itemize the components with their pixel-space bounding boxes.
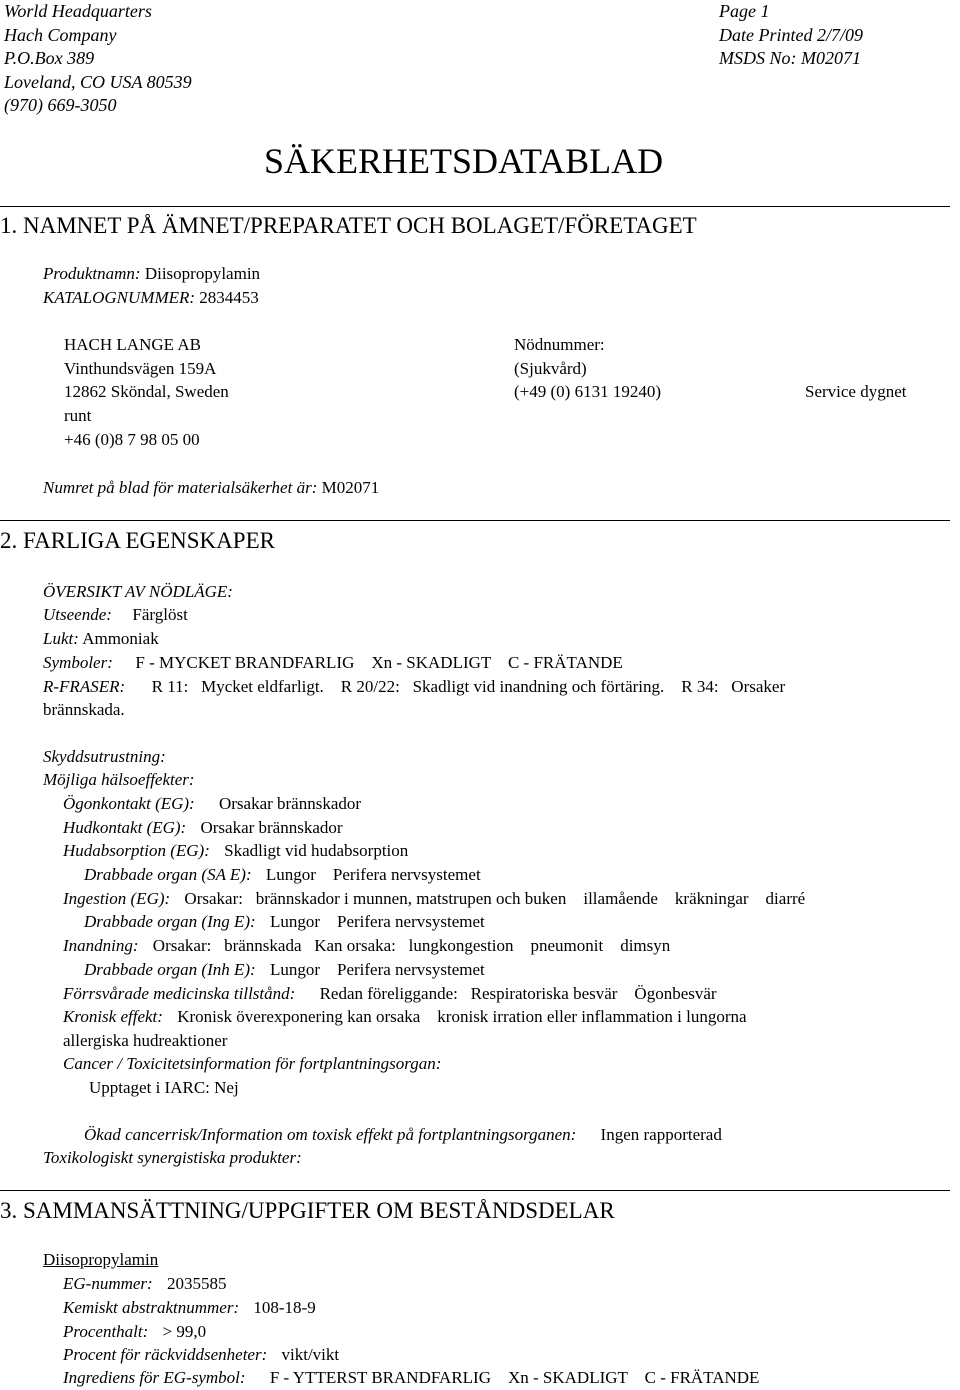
target-organs-ing-line	[84, 910, 485, 934]
synergistic-products-label: Toxikologiskt synergistiska produkter:	[43, 1148, 302, 1167]
product-name-line	[43, 262, 260, 286]
increased-cancer-risk-value: Ingen rapporterad	[600, 1125, 722, 1144]
cas-number-label: Kemiskt abstraktnummer:	[63, 1298, 240, 1317]
symbols-value: F - MYCKET BRANDFARLIG Xn - SKADLIGT C - FRÄTANDE	[135, 653, 623, 672]
increased-cancer-risk-label: Ökad cancerrisk/Information om toxisk effekt på fortplantningsorganen:	[84, 1125, 577, 1144]
percent-content-value: > 99,0	[162, 1322, 207, 1341]
address-line: Hach Company	[4, 24, 117, 45]
target-organs-inh-line	[84, 958, 485, 982]
service-text: Service dygnet	[805, 382, 907, 401]
percent-content-label: Procenthalt:	[63, 1322, 149, 1341]
document-title: SÄKERHETSDATABLAD	[264, 141, 664, 181]
aggravated-conditions-value: Redan föreliggande: Respiratoriska besvär Ögonbesvär	[319, 984, 717, 1003]
company-block	[64, 333, 229, 404]
aggravated-conditions-label: Förrsvårade medicinska tillstånd:	[63, 984, 296, 1003]
ec-number-line	[63, 1272, 226, 1296]
emergency-line: (+49 (0) 6131 19240)	[514, 382, 661, 401]
appearance-line	[43, 603, 188, 627]
emergency-line: Nödnummer:	[514, 335, 605, 354]
chronic-effect-label: Kronisk effekt:	[63, 1007, 163, 1026]
iarc-status: Upptaget i IARC: Nej	[89, 1078, 239, 1097]
msds-number-line	[43, 476, 379, 500]
msds-number-value: M02071	[317, 478, 380, 497]
r-phrases-value: R 11: Mycket eldfarligt. R 20/22: Skadligt vid inandning och förtäring. R 34: Orsaker	[151, 677, 786, 696]
ec-symbol-label: Ingrediens för EG-symbol:	[63, 1368, 246, 1387]
company-line: 12862 Sköndal, Sweden	[64, 382, 229, 401]
component-name: Diisopropylamin	[43, 1250, 159, 1269]
target-organs-ing-label: Drabbade organ (Ing E):	[84, 912, 256, 931]
percent-unit-value: vikt/vikt	[281, 1345, 340, 1364]
emergency-overview-label: ÖVERSIKT AV NÖDLÄGE:	[43, 582, 233, 601]
eye-contact-value: Orsakar brännskador	[218, 794, 362, 813]
target-organs-sa-line	[84, 863, 481, 887]
aggravated-conditions-line	[63, 982, 717, 1006]
r-phrases-label: R-FRASER:	[43, 677, 126, 696]
catalog-number-label: KATALOGNUMMER:	[43, 288, 196, 307]
skin-absorption-label: Hudabsorption (EG):	[63, 841, 210, 860]
section-3-heading: 3. SAMMANSÄTTNING/UPPGIFTER OM BESTÅNDSDELAR	[0, 1198, 615, 1223]
r-phrases-line	[43, 675, 785, 699]
page-info	[719, 0, 863, 71]
page-number: Page 1	[719, 1, 770, 21]
skin-absorption-value: Skadligt vid hudabsorption	[224, 841, 409, 860]
odor-value: Ammoniak	[78, 629, 159, 648]
address-line: P.O.Box 389	[4, 48, 95, 68]
service-text-cont: runt	[64, 406, 92, 425]
emergency-line: (Sjukvård)	[514, 358, 587, 378]
appearance-value: Färglöst	[132, 605, 188, 624]
skin-contact-line	[63, 816, 343, 840]
percent-unit-line	[63, 1343, 339, 1367]
target-organs-ing-value: Lungor Perifera nervsystemet	[269, 912, 485, 931]
address-line: (970) 669-3050	[4, 95, 117, 115]
msds-number-label: Numret på blad för materialsäkerhet är:	[43, 478, 318, 497]
catalog-number-value: 2834453	[195, 288, 259, 307]
r-phrases-cont: brännskada.	[43, 700, 125, 719]
catalog-number-line	[43, 286, 259, 310]
product-name-value: Diisopropylamin	[140, 264, 261, 283]
company-line: Vinthundsvägen 159A	[64, 358, 217, 378]
inhalation-value: Orsakar: brännskada Kan orsaka: lungkongestion pneumonit dimsyn	[152, 936, 671, 955]
odor-label: Lukt:	[43, 629, 79, 648]
symbols-label: Symboler:	[43, 653, 113, 672]
skin-contact-value: Orsakar brännskador	[200, 818, 343, 837]
inhalation-label: Inandning:	[63, 936, 139, 955]
date-printed: Date Printed 2/7/09	[719, 24, 863, 45]
symbols-line	[43, 651, 623, 675]
eye-contact-line	[63, 792, 361, 816]
ingestion-label: Ingestion (EG):	[63, 889, 171, 908]
odor-line	[43, 627, 159, 651]
cas-number-line	[63, 1296, 316, 1320]
section-1-heading: 1. NAMNET PÅ ÄMNET/PREPARATET OCH BOLAGET/FÖRETAGET	[0, 213, 697, 238]
product-name-label: Produktnamn:	[43, 264, 141, 283]
percent-content-line	[63, 1320, 206, 1344]
address-line: World Headquarters	[4, 1, 152, 21]
section-2-heading: 2. FARLIGA EGENSKAPER	[0, 528, 275, 553]
skin-contact-label: Hudkontakt (EG):	[63, 818, 187, 837]
health-effects-label: Möjliga hälsoeffekter:	[43, 770, 195, 789]
cas-number-value: 108-18-9	[253, 1298, 316, 1317]
chronic-effect-line	[63, 1005, 747, 1029]
ingestion-line	[63, 887, 805, 911]
inhalation-line	[63, 934, 670, 958]
address-line: Loveland, CO USA 80539	[4, 71, 192, 92]
eye-contact-label: Ögonkontakt (EG):	[63, 794, 195, 813]
chronic-effect-value: Kronisk överexponering kan orsaka kronisk irration eller inflammation i lungorna	[177, 1007, 747, 1026]
appearance-label: Utseende:	[43, 605, 112, 624]
skin-absorption-line	[63, 839, 408, 863]
chronic-effect-cont: allergiska hudreaktioner	[63, 1031, 228, 1050]
ec-number-label: EG-nummer:	[63, 1274, 153, 1293]
ec-number-value: 2035585	[166, 1274, 227, 1293]
target-organs-sa-value: Lungor Perifera nervsystemet	[265, 865, 481, 884]
company-phone: +46 (0)8 7 98 05 00	[64, 430, 200, 449]
protective-equipment-label: Skyddsutrustning:	[43, 747, 166, 766]
section-divider	[0, 206, 950, 207]
ingestion-value: Orsakar: brännskador i munnen, matstrupen och buken illamående kräkningar diarré	[184, 889, 806, 908]
company-line: HACH LANGE AB	[64, 335, 201, 354]
target-organs-sa-label: Drabbade organ (SA E):	[84, 865, 252, 884]
ec-symbol-line	[63, 1366, 759, 1390]
target-organs-inh-value: Lungor Perifera nervsystemet	[269, 960, 485, 979]
company-address	[4, 0, 192, 118]
section-divider	[0, 1190, 950, 1191]
emergency-block	[514, 333, 661, 404]
increased-cancer-risk-line	[84, 1123, 722, 1147]
target-organs-inh-label: Drabbade organ (Inh E):	[84, 960, 256, 979]
section-divider	[0, 520, 950, 521]
percent-unit-label: Procent för räckviddsenheter:	[63, 1345, 268, 1364]
cancer-info-label: Cancer / Toxicitetsinformation för fortplantningsorgan:	[63, 1054, 442, 1073]
msds-number: MSDS No: M02071	[719, 48, 861, 68]
ec-symbol-value: F - YTTERST BRANDFARLIG Xn - SKADLIGT C - FRÄTANDE	[269, 1368, 760, 1387]
